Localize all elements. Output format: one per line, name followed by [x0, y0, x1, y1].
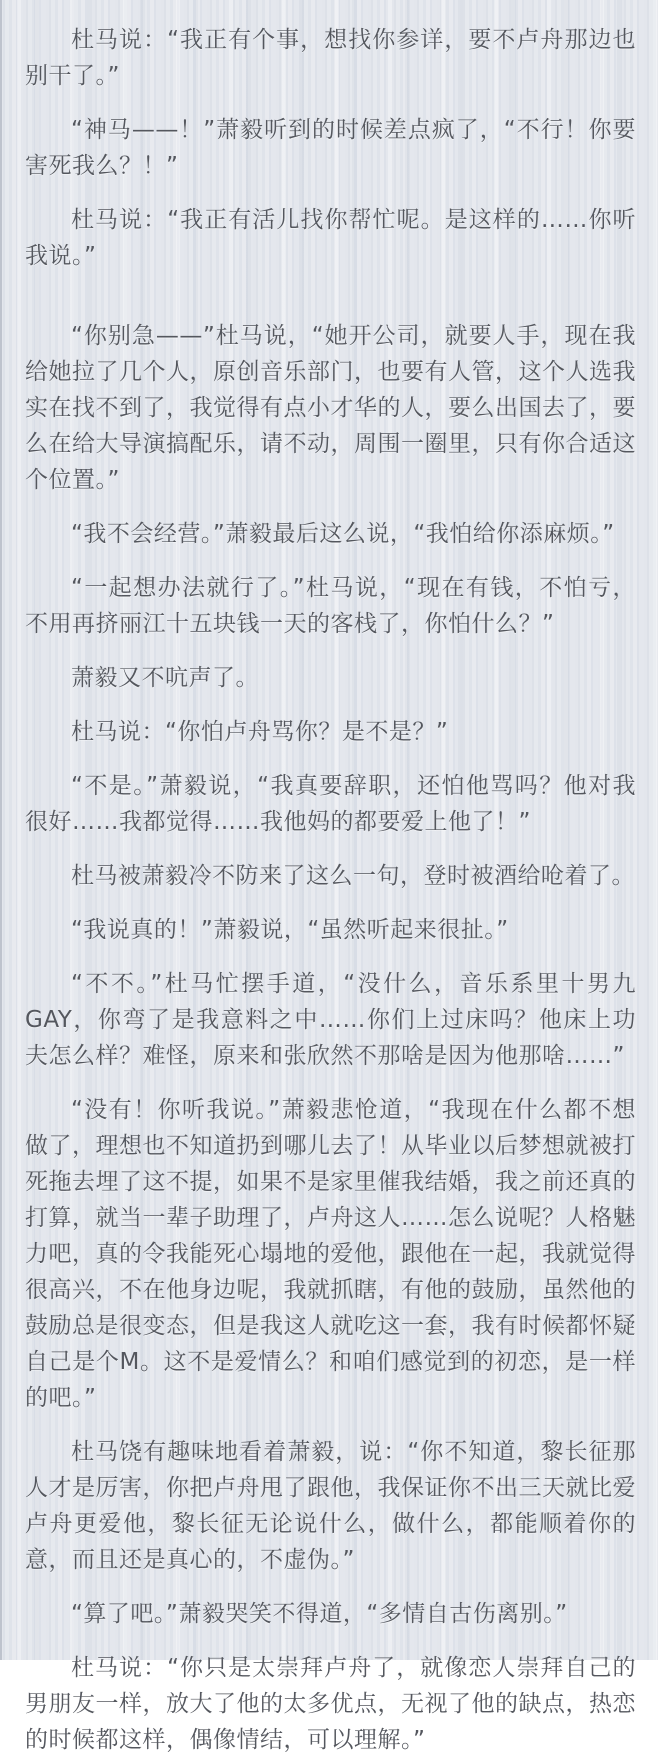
- novel-paragraph: “我不会经营。”萧毅最后这么说，“我怕给你添麻烦。”: [71, 521, 615, 547]
- novel-paragraph: “不是。”萧毅说，“我真要辞职，还怕他骂吗？他对我很好……我都觉得……我他妈的都要爱上他了！”: [25, 773, 636, 835]
- novel-paragraph: “算了吧。”萧毅哭笑不得道，“多情自古伤离别。”: [71, 1601, 568, 1627]
- novel-paragraph: 萧毅又不吭声了。: [71, 665, 259, 691]
- novel-paragraph: 杜马说：“我正有活儿找你帮忙呢。是这样的……你听我说。”: [25, 207, 636, 269]
- novel-paragraph: 杜马饶有趣味地看着萧毅，说：“你不知道，黎长征那人才是厉害，你把卢舟甩了跟他，我保证你不出三天就比爱卢舟更爱他，黎长征无论说什么，做什么，都能顺着你的意，而且还是真心的，不虚伪。”: [25, 1439, 636, 1573]
- novel-paragraph: “没有！你听我说。”萧毅悲怆道，“我现在什么都不想做了，理想也不知道扔到哪儿去了！从毕业以后梦想就被打死拖去埋了这不提，如果不是家里催我结婚，我之前还真的打算，就当一辈子助理了，卢舟这人……怎么说呢？人格魅力吧，真的令我能死心塌地的爱他，跟他在一起，我就觉得很高兴，不在他身边呢，我就抓瞎，有他的鼓励，虽然他的鼓励总是很变态，但是我这人就吃这一套，我有时候都怀疑自己是个M。这不是爱情么？和咱们感觉到的初恋，是一样的吧。”: [25, 1097, 636, 1411]
- novel-paragraph: 杜马说：“你怕卢舟骂你？是不是？”: [71, 719, 449, 745]
- novel-paragraph: 杜马说：“你只是太崇拜卢舟了，就像恋人崇拜自己的男朋友一样，放大了他的太多优点，无视了他的缺点，热恋的时候都这样，偶像情结，可以理解。”: [25, 1655, 636, 1753]
- novel-paragraph: “我说真的！”萧毅说，“虽然听起来很扯。”: [71, 917, 509, 943]
- scene-break-spacer: [25, 292, 636, 318]
- novel-paragraph: “神马——！”萧毅听到的时候差点疯了，“不行！你要害死我么？！”: [25, 117, 636, 179]
- novel-paragraph: 杜马说：“我正有个事，想找你参详，要不卢舟那边也别干了。”: [25, 27, 636, 89]
- novel-paragraph: 杜马被萧毅冷不防来了这么一句，登时被酒给呛着了。: [71, 863, 635, 889]
- novel-paragraph: “你别急——”杜马说，“她开公司，就要人手，现在我给她拉了几个人，原创音乐部门，也要有人管，这个人选我实在找不到了，我觉得有点小才华的人，要么出国去了，要么在给大导演搞配乐，请不动，周围一圈里，只有你合适这个位置。”: [25, 323, 636, 493]
- novel-paragraph: “不不。”杜马忙摆手道，“没什么，音乐系里十男九GAY，你弯了是我意料之中……你们上过床吗？他床上功夫怎么样？难怪，原来和张欣然不那啥是因为他那啥……”: [25, 971, 636, 1069]
- novel-paragraph: “一起想办法就行了。”杜马说，“现在有钱，不怕亏，不用再挤丽江十五块钱一天的客栈了，你怕什么？”: [25, 575, 636, 637]
